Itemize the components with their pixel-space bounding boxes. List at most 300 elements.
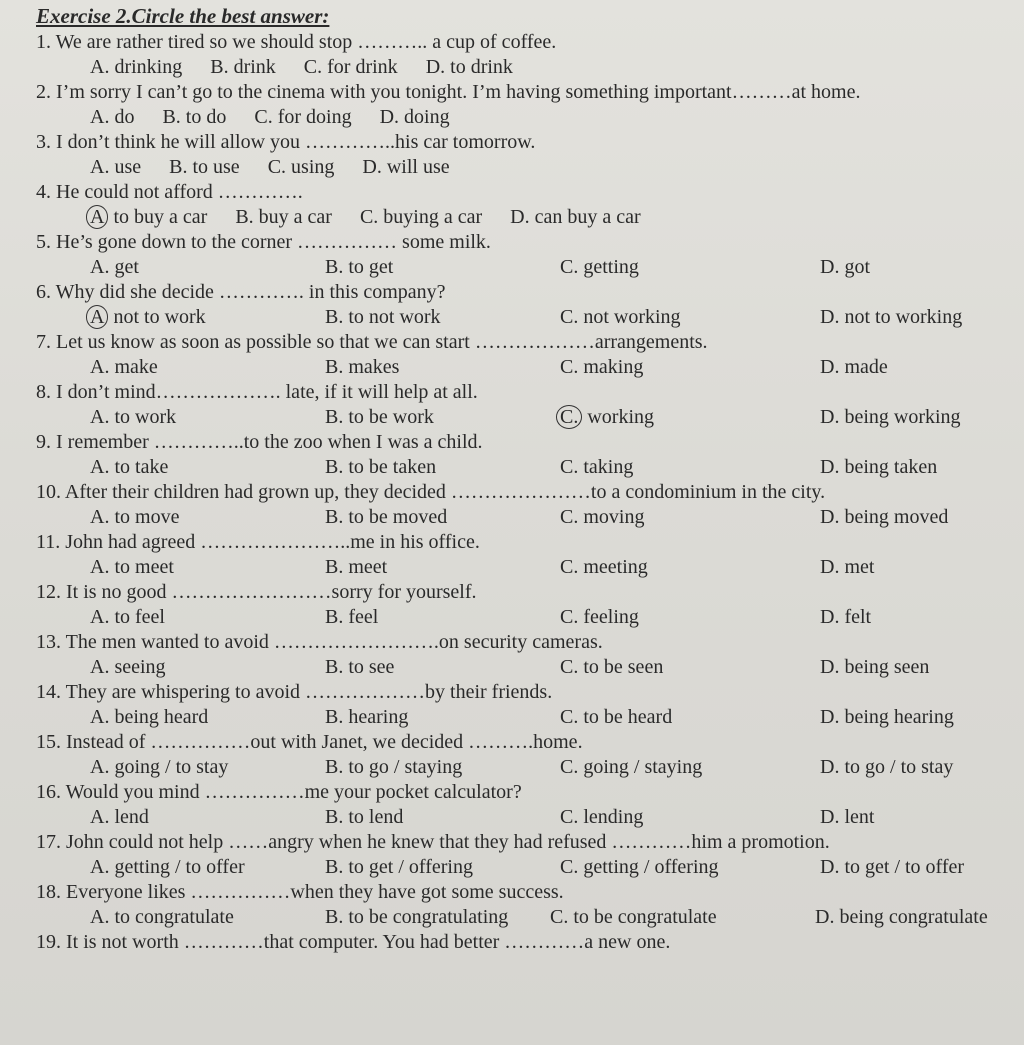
option-letter: D.	[820, 806, 840, 828]
option-text: can buy a car	[534, 206, 641, 228]
question-text: I remember …………..to the zoo when I was a child.	[56, 431, 483, 453]
option-d[interactable]	[820, 804, 1020, 830]
option-text: to buy a car	[113, 206, 208, 228]
answer-options	[90, 754, 1006, 780]
option-b[interactable]	[325, 454, 560, 480]
option-c[interactable]	[254, 104, 351, 130]
option-letter: D.	[820, 406, 840, 428]
option-letter: C.	[303, 56, 323, 78]
question-3	[36, 130, 1006, 180]
question-2	[36, 80, 1006, 130]
question-text: Would you mind ……………me your pocket calculator?	[65, 781, 522, 803]
question-18	[36, 880, 1006, 930]
option-letter: B.	[169, 156, 188, 178]
option-text: meet	[348, 556, 388, 578]
question-line	[36, 830, 1006, 854]
option-text: getting	[583, 256, 639, 278]
option-text: made	[844, 356, 888, 378]
option-b[interactable]	[325, 254, 560, 280]
option-letter: C.	[560, 506, 579, 528]
question-line	[36, 130, 1006, 154]
option-c[interactable]	[550, 904, 815, 930]
answer-options	[90, 904, 1006, 930]
option-d[interactable]	[815, 904, 1015, 930]
question-number: 13.	[36, 631, 61, 653]
option-text: not working	[583, 306, 681, 328]
option-text: getting / offering	[583, 856, 719, 878]
option-text: for doing	[277, 106, 352, 128]
answer-options	[90, 504, 1006, 530]
option-letter: B.	[325, 606, 344, 628]
question-text: Why did she decide …………. in this company?	[55, 281, 446, 303]
option-a[interactable]	[90, 654, 325, 680]
option-b[interactable]	[325, 904, 550, 930]
question-text: Instead of ……………out with Janet, we decided ……….home.	[66, 731, 583, 753]
option-letter: D.	[820, 456, 840, 478]
option-text: to drink	[450, 56, 513, 78]
question-number: 14.	[36, 681, 61, 703]
option-text: lending	[583, 806, 644, 828]
option-letter: C.	[550, 906, 569, 928]
option-letter: A.	[90, 106, 110, 128]
option-c[interactable]	[560, 254, 820, 280]
option-text: working	[587, 406, 655, 428]
option-text: makes	[348, 356, 400, 378]
option-letter: B.	[325, 706, 344, 728]
option-letter: A.	[90, 456, 110, 478]
question-line	[36, 280, 1006, 304]
option-text: felt	[844, 606, 872, 628]
option-letter: B.	[162, 106, 181, 128]
option-letter: D.	[820, 656, 840, 678]
option-text: making	[583, 356, 644, 378]
option-a[interactable]	[90, 604, 325, 630]
option-d[interactable]	[820, 754, 1020, 780]
option-d[interactable]	[820, 454, 1020, 480]
option-b[interactable]	[325, 354, 560, 380]
question-number: 15.	[36, 731, 61, 753]
question-line	[36, 680, 1006, 704]
option-letter: B.	[325, 256, 344, 278]
question-number: 9.	[36, 431, 51, 453]
option-letter: B.	[325, 656, 344, 678]
option-letter: A.	[90, 256, 110, 278]
answer-options	[90, 354, 1006, 380]
option-letter: B.	[325, 906, 344, 928]
question-14	[36, 680, 1006, 730]
option-c[interactable]	[560, 454, 820, 480]
option-letter: C.	[560, 356, 579, 378]
answer-options	[90, 254, 1006, 280]
option-d[interactable]	[820, 604, 1020, 630]
option-letter: A.	[90, 606, 110, 628]
option-a[interactable]	[90, 154, 141, 180]
option-b[interactable]	[325, 854, 560, 880]
option-d[interactable]	[820, 554, 1020, 580]
question-line	[36, 630, 1006, 654]
question-text: John had agreed …………………..me in his office.	[65, 531, 480, 553]
option-c[interactable]	[360, 204, 482, 230]
option-b[interactable]	[162, 104, 226, 130]
answer-options	[90, 204, 1006, 230]
answer-options	[90, 704, 1006, 730]
option-b[interactable]	[210, 54, 276, 80]
option-text: to work	[114, 406, 177, 428]
option-text: getting / to offer	[114, 856, 245, 878]
option-text: to go / staying	[348, 756, 463, 778]
option-letter: B.	[210, 56, 229, 78]
option-letter: B.	[325, 406, 344, 428]
option-letter: C.	[254, 106, 273, 128]
question-7	[36, 330, 1006, 380]
option-d[interactable]	[510, 204, 641, 230]
question-text: He’s gone down to the corner …………… some milk.	[56, 231, 491, 253]
option-letter: A	[86, 205, 108, 229]
option-a[interactable]	[90, 254, 325, 280]
question-text: They are whispering to avoid ………………by their friends.	[65, 681, 553, 703]
question-number: 16.	[36, 781, 61, 803]
question-number: 2.	[36, 81, 51, 103]
option-text: use	[114, 156, 142, 178]
question-line	[36, 30, 1006, 54]
option-letter: D.	[820, 706, 840, 728]
question-number: 18.	[36, 881, 61, 903]
option-text: to be moved	[348, 506, 448, 528]
option-a[interactable]	[90, 104, 134, 130]
option-b[interactable]	[325, 554, 560, 580]
option-letter: A.	[90, 356, 110, 378]
option-b[interactable]	[325, 804, 560, 830]
option-d[interactable]	[820, 854, 1020, 880]
option-d[interactable]	[362, 154, 449, 180]
option-text: doing	[404, 106, 450, 128]
option-text: feeling	[583, 606, 639, 628]
question-line	[36, 330, 1006, 354]
question-text: Let us know as soon as possible so that we can start ………………arrangements.	[56, 331, 708, 353]
option-c[interactable]	[268, 154, 335, 180]
option-text: drinking	[114, 56, 183, 78]
option-d[interactable]	[820, 254, 1020, 280]
option-d[interactable]	[380, 104, 450, 130]
option-c[interactable]	[560, 754, 820, 780]
question-number: 1.	[36, 31, 51, 53]
question-16	[36, 780, 1006, 830]
answer-options	[90, 104, 1006, 130]
answer-options	[90, 654, 1006, 680]
question-number: 5.	[36, 231, 51, 253]
option-c[interactable]	[560, 804, 820, 830]
question-text: We are rather tired so we should stop ……….. a cup of coffee.	[55, 31, 557, 53]
option-text: to do	[185, 106, 227, 128]
option-a-circled[interactable]	[90, 304, 325, 330]
option-a[interactable]	[90, 54, 182, 80]
option-letter: A.	[90, 756, 110, 778]
option-letter: C.	[359, 206, 379, 228]
option-c[interactable]	[304, 54, 398, 80]
option-letter: D.	[820, 606, 840, 628]
option-text: to be heard	[583, 706, 673, 728]
option-text: drink	[233, 56, 276, 78]
question-8	[36, 380, 1006, 430]
option-c-circled[interactable]	[560, 404, 820, 430]
option-letter: D.	[425, 56, 446, 78]
question-11	[36, 530, 1006, 580]
option-letter: C.	[560, 256, 579, 278]
option-text: to feel	[114, 606, 165, 628]
option-a[interactable]	[90, 504, 325, 530]
option-b[interactable]	[325, 304, 560, 330]
option-c[interactable]	[560, 304, 820, 330]
question-6	[36, 280, 1006, 330]
question-number: 10.	[36, 481, 61, 503]
option-letter: B.	[325, 506, 344, 528]
question-text: John could not help ……angry when he knew that they had refused …………him a promotion.	[66, 831, 830, 853]
option-letter: A.	[90, 156, 110, 178]
option-letter: D.	[362, 156, 382, 178]
option-letter: C.	[560, 306, 579, 328]
option-c[interactable]	[560, 854, 820, 880]
option-a[interactable]	[90, 704, 325, 730]
option-b[interactable]	[325, 754, 560, 780]
option-text: being taken	[844, 456, 938, 478]
option-text: hearing	[348, 706, 409, 728]
option-letter: C.	[556, 405, 582, 429]
option-text: to be congratulate	[573, 906, 717, 928]
option-a[interactable]	[90, 554, 325, 580]
option-a-circled[interactable]	[90, 204, 207, 230]
question-text: It is not worth …………that computer. You had better …………a new one.	[66, 931, 671, 953]
option-a[interactable]	[90, 354, 325, 380]
option-text: got	[844, 256, 871, 278]
question-19	[36, 930, 1006, 954]
question-17	[36, 830, 1006, 880]
question-1	[36, 30, 1006, 80]
option-c[interactable]	[560, 654, 820, 680]
exercise-title: Exercise 2.Circle the best answer:	[36, 4, 330, 28]
question-12	[36, 580, 1006, 630]
question-list	[0, 30, 1024, 954]
option-text: to meet	[114, 556, 174, 578]
question-line	[36, 580, 1006, 604]
question-line	[36, 430, 1006, 454]
option-d[interactable]	[820, 404, 1020, 430]
option-text: going / staying	[583, 756, 703, 778]
option-text: to move	[114, 506, 180, 528]
option-d[interactable]	[820, 704, 1020, 730]
option-text: being hearing	[844, 706, 954, 728]
option-text: seeing	[114, 656, 166, 678]
option-letter: C.	[560, 556, 579, 578]
question-number: 19.	[36, 931, 61, 953]
question-5	[36, 230, 1006, 280]
option-text: to be taken	[348, 456, 437, 478]
option-letter: A.	[90, 406, 110, 428]
question-10	[36, 480, 1006, 530]
option-text: do	[114, 106, 135, 128]
question-number: 3.	[36, 131, 51, 153]
answer-options	[90, 554, 1006, 580]
option-c[interactable]	[560, 354, 820, 380]
option-text: to get / offering	[348, 856, 473, 878]
answer-options	[90, 804, 1006, 830]
option-letter: B.	[325, 456, 344, 478]
option-text: get	[114, 256, 139, 278]
option-letter: A.	[90, 506, 110, 528]
question-line	[36, 80, 1006, 104]
option-d[interactable]	[820, 354, 1020, 380]
option-d[interactable]	[820, 654, 1020, 680]
option-letter: C.	[267, 156, 287, 178]
option-letter: B.	[235, 206, 254, 228]
question-text: I don’t think he will allow you …………..his car tomorrow.	[56, 131, 536, 153]
option-a[interactable]	[90, 454, 325, 480]
option-b[interactable]	[169, 154, 240, 180]
option-b[interactable]	[325, 404, 560, 430]
option-b[interactable]	[235, 204, 332, 230]
question-line	[36, 530, 1006, 554]
option-a[interactable]	[90, 854, 325, 880]
answer-options	[90, 154, 1006, 180]
question-line	[36, 930, 1006, 954]
option-text: being seen	[844, 656, 930, 678]
option-text: lent	[844, 806, 875, 828]
question-text: He could not afford ………….	[56, 181, 303, 203]
option-text: being moved	[844, 506, 949, 528]
option-c[interactable]	[560, 554, 820, 580]
question-text: After their children had grown up, they decided …………………to a condominium in the city.	[64, 481, 826, 503]
option-letter: D.	[379, 106, 400, 128]
option-b[interactable]	[325, 604, 560, 630]
option-text: to be congratulating	[348, 906, 509, 928]
option-letter: B.	[325, 356, 344, 378]
option-a[interactable]	[90, 754, 325, 780]
question-line	[36, 880, 1006, 904]
question-9	[36, 430, 1006, 480]
option-a[interactable]	[90, 904, 325, 930]
option-text: will use	[386, 156, 450, 178]
option-text: to get	[348, 256, 394, 278]
question-text: The men wanted to avoid …………………….on security cameras.	[65, 631, 603, 653]
question-line	[36, 480, 1006, 504]
question-number: 4.	[36, 181, 51, 203]
answer-options	[90, 304, 1006, 330]
option-text: to be seen	[583, 656, 664, 678]
option-letter: C.	[560, 656, 579, 678]
question-line	[36, 380, 1006, 404]
question-number: 8.	[36, 381, 51, 403]
option-text: for drink	[327, 56, 398, 78]
option-text: using	[291, 156, 335, 178]
option-letter: C.	[560, 756, 579, 778]
option-letter: D.	[510, 206, 530, 228]
option-text: feel	[348, 606, 379, 628]
option-letter: D.	[820, 756, 840, 778]
option-text: buying a car	[383, 206, 483, 228]
option-letter: D.	[820, 306, 840, 328]
option-letter: A.	[90, 656, 110, 678]
option-letter: A.	[90, 706, 110, 728]
question-13	[36, 630, 1006, 680]
option-b[interactable]	[325, 654, 560, 680]
option-d[interactable]	[426, 54, 513, 80]
option-letter: C.	[560, 856, 579, 878]
answer-options	[90, 404, 1006, 430]
question-line	[36, 730, 1006, 754]
option-d[interactable]	[820, 304, 1020, 330]
option-letter: C.	[560, 606, 579, 628]
option-text: met	[844, 556, 875, 578]
option-letter: D.	[820, 506, 840, 528]
option-text: being heard	[114, 706, 209, 728]
option-text: to take	[114, 456, 169, 478]
option-letter: D.	[820, 256, 840, 278]
option-c[interactable]	[560, 504, 820, 530]
option-text: buy a car	[258, 206, 332, 228]
option-b[interactable]	[325, 704, 560, 730]
question-line	[36, 180, 1006, 204]
option-letter: A	[86, 305, 108, 329]
option-a[interactable]	[90, 404, 325, 430]
option-letter: B.	[325, 806, 344, 828]
option-text: to get / to offer	[844, 856, 965, 878]
option-text: not to working	[844, 306, 963, 328]
option-d[interactable]	[820, 504, 1020, 530]
option-letter: A.	[90, 556, 110, 578]
option-letter: C.	[560, 706, 579, 728]
question-text: Everyone likes ……………when they have got some success.	[66, 881, 564, 903]
option-text: to use	[192, 156, 240, 178]
option-text: to not work	[348, 306, 441, 328]
option-text: going / to stay	[114, 756, 229, 778]
option-letter: B.	[325, 856, 344, 878]
answer-options	[90, 604, 1006, 630]
answer-options	[90, 854, 1006, 880]
question-number: 12.	[36, 581, 61, 603]
option-letter: A.	[90, 806, 110, 828]
option-letter: D.	[820, 856, 840, 878]
option-a[interactable]	[90, 804, 325, 830]
question-number: 7.	[36, 331, 51, 353]
question-number: 17.	[36, 831, 61, 853]
answer-options	[90, 454, 1006, 480]
option-text: to lend	[348, 806, 404, 828]
option-b[interactable]	[325, 504, 560, 530]
option-text: meeting	[583, 556, 648, 578]
option-text: to see	[348, 656, 395, 678]
option-letter: B.	[325, 556, 344, 578]
option-text: to go / to stay	[844, 756, 954, 778]
option-c[interactable]	[560, 604, 820, 630]
question-line	[36, 780, 1006, 804]
option-c[interactable]	[560, 704, 820, 730]
question-text: I don’t mind………………. late, if it will help at all.	[56, 381, 478, 403]
option-text: being working	[844, 406, 961, 428]
question-line	[36, 230, 1006, 254]
question-15	[36, 730, 1006, 780]
option-letter: A.	[90, 856, 110, 878]
option-text: taking	[583, 456, 634, 478]
question-number: 6.	[36, 281, 51, 303]
option-text: to be work	[348, 406, 434, 428]
option-letter: A.	[90, 56, 110, 78]
option-letter: B.	[325, 756, 344, 778]
question-number: 11.	[36, 531, 61, 553]
option-text: to congratulate	[114, 906, 234, 928]
option-text: lend	[114, 806, 149, 828]
option-letter: A.	[90, 906, 110, 928]
question-4	[36, 180, 1006, 230]
option-text: being congratulate	[839, 906, 988, 928]
